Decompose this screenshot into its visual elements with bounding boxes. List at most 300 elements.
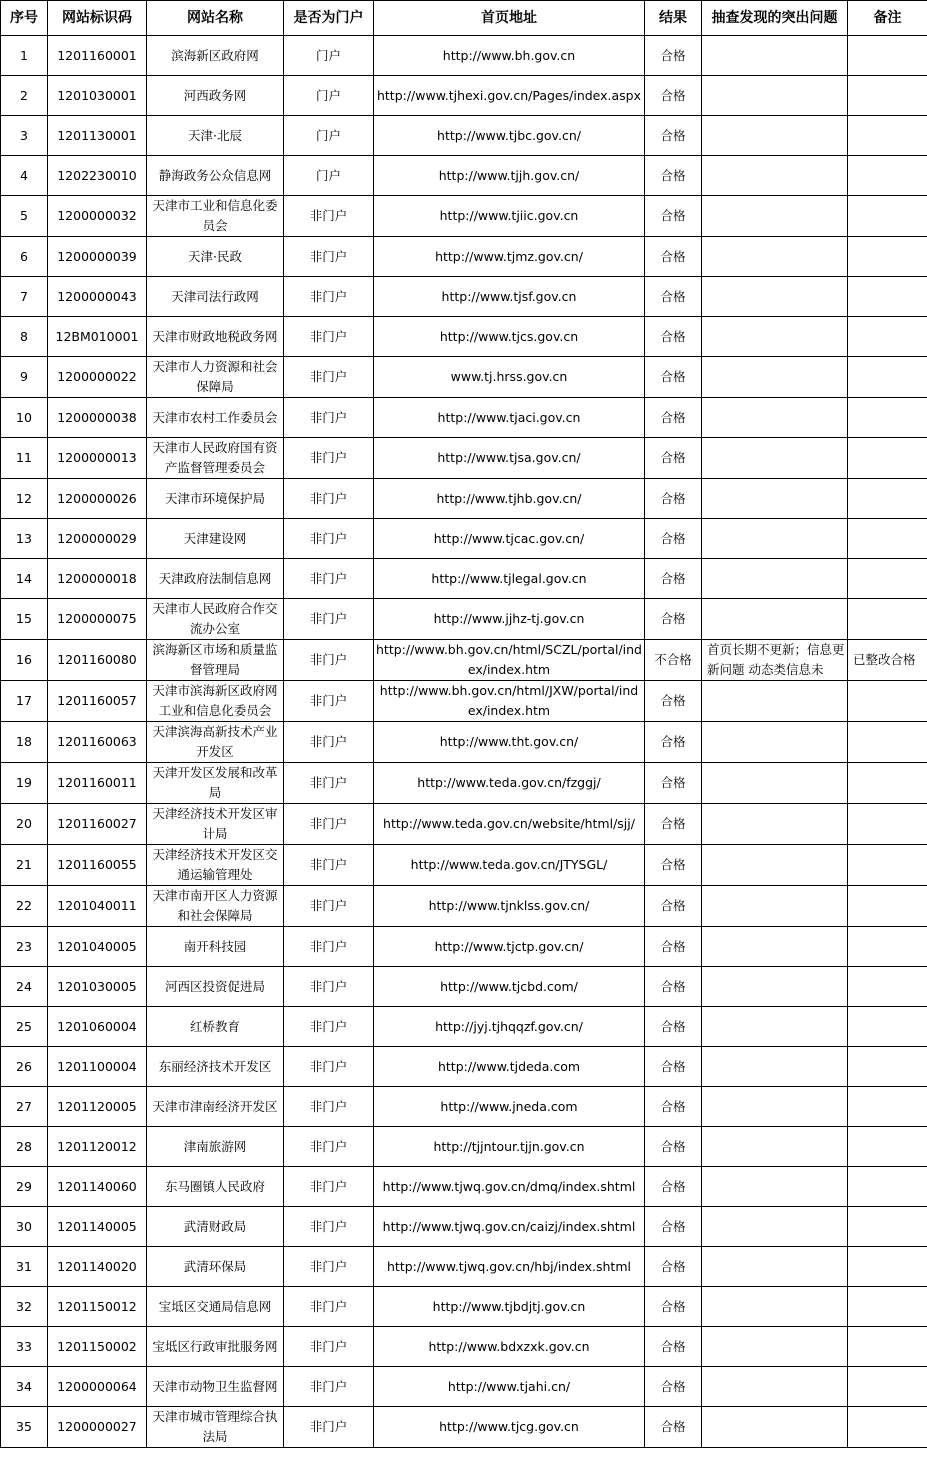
cell-homepage: http://tjjntour.tjjn.gov.cn: [374, 1127, 645, 1167]
cell-issues: [702, 357, 848, 398]
cell-index: 29: [1, 1167, 48, 1207]
cell-result: 合格: [645, 681, 702, 722]
cell-site-name: 东马圈镇人民政府: [147, 1167, 284, 1207]
cell-is-portal: 非门户: [284, 1367, 374, 1407]
cell-index: 17: [1, 681, 48, 722]
cell-remarks: [848, 1287, 927, 1327]
cell-index: 31: [1, 1247, 48, 1287]
cell-issues: [702, 599, 848, 640]
cell-site-name: 滨海新区政府网: [147, 36, 284, 76]
cell-is-portal: 非门户: [284, 1407, 374, 1448]
cell-remarks: [848, 1127, 927, 1167]
cell-index: 18: [1, 722, 48, 763]
cell-remarks: [848, 681, 927, 722]
cell-result: 合格: [645, 116, 702, 156]
cell-homepage: http://www.tjcs.gov.cn: [374, 317, 645, 357]
cell-homepage: www.tj.hrss.gov.cn: [374, 357, 645, 398]
cell-remarks: [848, 1047, 927, 1087]
cell-homepage: http://www.bh.gov.cn/html/SCZL/portal/index/index.htm: [374, 640, 645, 681]
cell-site-id: 1201150002: [48, 1327, 147, 1367]
cell-site-name: 天津市动物卫生监督网: [147, 1367, 284, 1407]
cell-remarks: [848, 317, 927, 357]
table-row: [1, 1367, 927, 1407]
table-row: [1, 559, 927, 599]
cell-index: 2: [1, 76, 48, 116]
table-row: [1, 357, 927, 398]
cell-remarks: [848, 519, 927, 559]
cell-result: 合格: [645, 479, 702, 519]
cell-result: 合格: [645, 722, 702, 763]
cell-site-name: 天津市城市管理综合执法局: [147, 1407, 284, 1448]
cell-index: 21: [1, 845, 48, 886]
cell-site-id: 1201140020: [48, 1247, 147, 1287]
cell-result: 合格: [645, 1087, 702, 1127]
cell-site-name: 天津经济技术开发区交通运输管理处: [147, 845, 284, 886]
cell-issues: 首页长期不更新；信息更新问题 动态类信息未: [702, 640, 848, 681]
cell-result: 合格: [645, 559, 702, 599]
cell-index: 35: [1, 1407, 48, 1448]
cell-site-id: 1200000075: [48, 599, 147, 640]
cell-site-id: 1201030005: [48, 967, 147, 1007]
cell-remarks: [848, 1327, 927, 1367]
cell-site-id: 1200000043: [48, 277, 147, 317]
cell-result: 合格: [645, 1407, 702, 1448]
cell-site-id: 1201160063: [48, 722, 147, 763]
table-row: [1, 277, 927, 317]
cell-result: 合格: [645, 357, 702, 398]
table-row: [1, 156, 927, 196]
cell-site-id: 1200000013: [48, 438, 147, 479]
cell-result: 合格: [645, 36, 702, 76]
cell-issues: [702, 681, 848, 722]
cell-homepage: http://www.tjnklss.gov.cn/: [374, 886, 645, 927]
cell-result: 合格: [645, 599, 702, 640]
cell-remarks: [848, 438, 927, 479]
cell-site-id: 1201140005: [48, 1207, 147, 1247]
cell-index: 7: [1, 277, 48, 317]
cell-index: 33: [1, 1327, 48, 1367]
cell-result: 合格: [645, 519, 702, 559]
cell-homepage: http://www.teda.gov.cn/fzggj/: [374, 763, 645, 804]
header-site-name: 网站名称: [147, 1, 284, 36]
cell-homepage: http://www.tjcbd.com/: [374, 967, 645, 1007]
cell-site-id: 1201160055: [48, 845, 147, 886]
cell-issues: [702, 519, 848, 559]
cell-result: 合格: [645, 845, 702, 886]
cell-is-portal: 非门户: [284, 967, 374, 1007]
table-row: [1, 317, 927, 357]
table-row: [1, 1047, 927, 1087]
cell-homepage: http://www.bh.gov.cn/html/JXW/portal/index/index.htm: [374, 681, 645, 722]
table-row: [1, 927, 927, 967]
cell-site-name: 天津建设网: [147, 519, 284, 559]
cell-index: 26: [1, 1047, 48, 1087]
cell-site-id: 1200000064: [48, 1367, 147, 1407]
cell-issues: [702, 196, 848, 237]
cell-issues: [702, 1127, 848, 1167]
cell-site-id: 1201160057: [48, 681, 147, 722]
table-row: [1, 722, 927, 763]
table-row: [1, 845, 927, 886]
cell-remarks: [848, 599, 927, 640]
cell-issues: [702, 722, 848, 763]
cell-remarks: [848, 116, 927, 156]
cell-index: 30: [1, 1207, 48, 1247]
cell-is-portal: 门户: [284, 76, 374, 116]
cell-issues: [702, 1167, 848, 1207]
cell-remarks: [848, 1087, 927, 1127]
cell-homepage: http://www.tjctp.gov.cn/: [374, 927, 645, 967]
cell-is-portal: 非门户: [284, 1247, 374, 1287]
cell-site-id: 1201120005: [48, 1087, 147, 1127]
table-row: [1, 599, 927, 640]
cell-result: 合格: [645, 398, 702, 438]
cell-site-name: 天津市南开区人力资源和社会保障局: [147, 886, 284, 927]
cell-site-name: 宝坻区行政审批服务网: [147, 1327, 284, 1367]
cell-site-id: 1200000026: [48, 479, 147, 519]
cell-site-name: 静海政务公众信息网: [147, 156, 284, 196]
cell-issues: [702, 1087, 848, 1127]
cell-issues: [702, 1287, 848, 1327]
cell-site-id: 1201150012: [48, 1287, 147, 1327]
cell-site-id: 1201040005: [48, 927, 147, 967]
cell-remarks: [848, 1167, 927, 1207]
cell-remarks: [848, 804, 927, 845]
cell-index: 22: [1, 886, 48, 927]
cell-homepage: http://www.tjcg.gov.cn: [374, 1407, 645, 1448]
header-remarks: 备注: [848, 1, 927, 36]
cell-site-id: 1202230010: [48, 156, 147, 196]
cell-site-id: 12BM010001: [48, 317, 147, 357]
cell-site-name: 天津市环境保护局: [147, 479, 284, 519]
cell-is-portal: 非门户: [284, 1007, 374, 1047]
cell-remarks: [848, 156, 927, 196]
cell-remarks: [848, 398, 927, 438]
cell-site-name: 天津市工业和信息化委员会: [147, 196, 284, 237]
cell-issues: [702, 116, 848, 156]
cell-is-portal: 非门户: [284, 519, 374, 559]
cell-homepage: http://www.tjdeda.com: [374, 1047, 645, 1087]
cell-homepage: http://www.tjcac.gov.cn/: [374, 519, 645, 559]
cell-issues: [702, 156, 848, 196]
table-row: [1, 1087, 927, 1127]
cell-is-portal: 非门户: [284, 237, 374, 277]
cell-is-portal: 非门户: [284, 763, 374, 804]
cell-result: 合格: [645, 317, 702, 357]
cell-homepage: http://www.tjmz.gov.cn/: [374, 237, 645, 277]
cell-index: 5: [1, 196, 48, 237]
cell-index: 23: [1, 927, 48, 967]
header-site-id: 网站标识码: [48, 1, 147, 36]
cell-is-portal: 非门户: [284, 640, 374, 681]
header-row: [1, 1, 927, 36]
cell-issues: [702, 763, 848, 804]
table-row: [1, 804, 927, 845]
table-row: [1, 967, 927, 1007]
cell-index: 9: [1, 357, 48, 398]
cell-is-portal: 非门户: [284, 277, 374, 317]
table-row: [1, 1167, 927, 1207]
cell-result: 合格: [645, 886, 702, 927]
cell-result: 合格: [645, 1127, 702, 1167]
cell-result: 合格: [645, 927, 702, 967]
header-result: 结果: [645, 1, 702, 36]
cell-is-portal: 非门户: [284, 599, 374, 640]
cell-site-id: 1200000039: [48, 237, 147, 277]
table-row: [1, 1207, 927, 1247]
cell-is-portal: 非门户: [284, 196, 374, 237]
cell-site-name: 天津滨海高新技术产业开发区: [147, 722, 284, 763]
cell-issues: [702, 479, 848, 519]
cell-homepage: http://www.tjlegal.gov.cn: [374, 559, 645, 599]
cell-is-portal: 非门户: [284, 317, 374, 357]
cell-issues: [702, 277, 848, 317]
cell-remarks: [848, 845, 927, 886]
cell-issues: [702, 1367, 848, 1407]
cell-issues: [702, 1327, 848, 1367]
cell-result: 合格: [645, 1167, 702, 1207]
cell-site-name: 天津·民政: [147, 237, 284, 277]
cell-is-portal: 非门户: [284, 398, 374, 438]
cell-homepage: http://www.tjjh.gov.cn/: [374, 156, 645, 196]
cell-site-id: 1200000022: [48, 357, 147, 398]
cell-homepage: http://www.tjhb.gov.cn/: [374, 479, 645, 519]
table-row: [1, 1247, 927, 1287]
cell-index: 8: [1, 317, 48, 357]
cell-remarks: [848, 479, 927, 519]
cell-remarks: [848, 357, 927, 398]
cell-issues: [702, 1407, 848, 1448]
cell-issues: [702, 317, 848, 357]
table-row: [1, 1127, 927, 1167]
table-row: [1, 640, 927, 681]
cell-result: 合格: [645, 237, 702, 277]
cell-remarks: [848, 1007, 927, 1047]
cell-index: 20: [1, 804, 48, 845]
cell-result: 合格: [645, 804, 702, 845]
cell-issues: [702, 927, 848, 967]
table-row: [1, 76, 927, 116]
cell-homepage: http://www.tjwq.gov.cn/hbj/index.shtml: [374, 1247, 645, 1287]
cell-index: 32: [1, 1287, 48, 1327]
cell-issues: [702, 804, 848, 845]
cell-site-name: 河西区投资促进局: [147, 967, 284, 1007]
cell-is-portal: 门户: [284, 36, 374, 76]
cell-index: 13: [1, 519, 48, 559]
cell-site-name: 天津市滨海新区政府网工业和信息化委员会: [147, 681, 284, 722]
cell-result: 合格: [645, 277, 702, 317]
cell-site-name: 天津·北辰: [147, 116, 284, 156]
table-row: [1, 1327, 927, 1367]
table-body: [1, 36, 927, 1448]
cell-site-id: 1201040011: [48, 886, 147, 927]
cell-homepage: http://www.tjhexi.gov.cn/Pages/index.aspx: [374, 76, 645, 116]
cell-site-id: 1200000038: [48, 398, 147, 438]
cell-is-portal: 非门户: [284, 559, 374, 599]
table-row: [1, 438, 927, 479]
cell-homepage: http://www.bdxzxk.gov.cn: [374, 1327, 645, 1367]
cell-result: 合格: [645, 763, 702, 804]
cell-remarks: [848, 196, 927, 237]
cell-issues: [702, 1247, 848, 1287]
cell-result: 合格: [645, 1327, 702, 1367]
cell-site-name: 天津市财政地税政务网: [147, 317, 284, 357]
cell-homepage: http://www.tjwq.gov.cn/caizj/index.shtml: [374, 1207, 645, 1247]
cell-index: 3: [1, 116, 48, 156]
cell-site-name: 天津市人力资源和社会保障局: [147, 357, 284, 398]
cell-result: 合格: [645, 438, 702, 479]
cell-homepage: http://jyj.tjhqqzf.gov.cn/: [374, 1007, 645, 1047]
cell-result: 合格: [645, 1247, 702, 1287]
cell-remarks: [848, 237, 927, 277]
cell-index: 27: [1, 1087, 48, 1127]
cell-index: 4: [1, 156, 48, 196]
header-homepage: 首页地址: [374, 1, 645, 36]
cell-remarks: [848, 763, 927, 804]
cell-issues: [702, 559, 848, 599]
cell-homepage: http://www.teda.gov.cn/JTYSGL/: [374, 845, 645, 886]
cell-index: 19: [1, 763, 48, 804]
cell-site-name: 红桥教育: [147, 1007, 284, 1047]
cell-index: 12: [1, 479, 48, 519]
table-row: [1, 886, 927, 927]
cell-issues: [702, 886, 848, 927]
cell-homepage: http://www.tjbdjtj.gov.cn: [374, 1287, 645, 1327]
cell-remarks: [848, 36, 927, 76]
cell-site-name: 宝坻区交通局信息网: [147, 1287, 284, 1327]
cell-remarks: [848, 1367, 927, 1407]
cell-site-id: 1201140060: [48, 1167, 147, 1207]
cell-result: 合格: [645, 1007, 702, 1047]
cell-site-name: 天津开发区发展和改革局: [147, 763, 284, 804]
cell-is-portal: 非门户: [284, 845, 374, 886]
cell-site-name: 天津市津南经济开发区: [147, 1087, 284, 1127]
cell-site-name: 天津政府法制信息网: [147, 559, 284, 599]
cell-index: 25: [1, 1007, 48, 1047]
cell-homepage: http://www.bh.gov.cn: [374, 36, 645, 76]
table-row: [1, 237, 927, 277]
cell-site-id: 1201060004: [48, 1007, 147, 1047]
cell-remarks: [848, 967, 927, 1007]
cell-remarks: 已整改合格: [848, 640, 927, 681]
cell-is-portal: 非门户: [284, 1287, 374, 1327]
table-row: [1, 519, 927, 559]
table-row: [1, 1007, 927, 1047]
table-row: [1, 398, 927, 438]
cell-site-name: 滨海新区市场和质量监督管理局: [147, 640, 284, 681]
cell-site-id: 1201120012: [48, 1127, 147, 1167]
cell-homepage: http://www.tjahi.cn/: [374, 1367, 645, 1407]
cell-site-name: 武清财政局: [147, 1207, 284, 1247]
cell-is-portal: 非门户: [284, 438, 374, 479]
cell-site-id: 1200000032: [48, 196, 147, 237]
cell-issues: [702, 438, 848, 479]
cell-homepage: http://www.tjaci.gov.cn: [374, 398, 645, 438]
cell-is-portal: 非门户: [284, 1207, 374, 1247]
cell-is-portal: 非门户: [284, 927, 374, 967]
cell-issues: [702, 1047, 848, 1087]
cell-remarks: [848, 722, 927, 763]
cell-site-name: 天津市人民政府国有资产监督管理委员会: [147, 438, 284, 479]
cell-is-portal: 非门户: [284, 357, 374, 398]
cell-is-portal: 非门户: [284, 804, 374, 845]
table-row: [1, 196, 927, 237]
cell-is-portal: 门户: [284, 156, 374, 196]
cell-remarks: [848, 1407, 927, 1448]
cell-is-portal: 非门户: [284, 722, 374, 763]
cell-is-portal: 非门户: [284, 1087, 374, 1127]
cell-site-name: 天津市农村工作委员会: [147, 398, 284, 438]
cell-homepage: http://www.tjbc.gov.cn/: [374, 116, 645, 156]
cell-issues: [702, 967, 848, 1007]
cell-is-portal: 非门户: [284, 1127, 374, 1167]
cell-issues: [702, 845, 848, 886]
cell-issues: [702, 1007, 848, 1047]
table-row: [1, 1407, 927, 1448]
cell-remarks: [848, 1207, 927, 1247]
cell-is-portal: 非门户: [284, 479, 374, 519]
cell-index: 24: [1, 967, 48, 1007]
cell-index: 34: [1, 1367, 48, 1407]
header-index: 序号: [1, 1, 48, 36]
table-row: [1, 36, 927, 76]
cell-issues: [702, 237, 848, 277]
cell-homepage: http://www.tjsa.gov.cn/: [374, 438, 645, 479]
cell-index: 16: [1, 640, 48, 681]
cell-is-portal: 非门户: [284, 681, 374, 722]
table-row: [1, 763, 927, 804]
cell-site-name: 津南旅游网: [147, 1127, 284, 1167]
cell-homepage: http://www.tjiic.gov.cn: [374, 196, 645, 237]
cell-homepage: http://www.jneda.com: [374, 1087, 645, 1127]
cell-site-name: 东丽经济技术开发区: [147, 1047, 284, 1087]
cell-result: 合格: [645, 1287, 702, 1327]
cell-index: 10: [1, 398, 48, 438]
cell-homepage: http://www.tht.gov.cn/: [374, 722, 645, 763]
cell-issues: [702, 1207, 848, 1247]
cell-index: 15: [1, 599, 48, 640]
cell-site-id: 1200000029: [48, 519, 147, 559]
cell-result: 合格: [645, 156, 702, 196]
cell-issues: [702, 36, 848, 76]
cell-site-name: 河西政务网: [147, 76, 284, 116]
cell-site-id: 1201130001: [48, 116, 147, 156]
cell-site-name: 天津司法行政网: [147, 277, 284, 317]
cell-remarks: [848, 76, 927, 116]
cell-result: 合格: [645, 196, 702, 237]
cell-site-id: 1201160027: [48, 804, 147, 845]
header-issues: 抽查发现的突出问题: [702, 1, 848, 36]
table-row: [1, 479, 927, 519]
cell-site-id: 1201160080: [48, 640, 147, 681]
cell-remarks: [848, 1247, 927, 1287]
cell-result: 合格: [645, 1047, 702, 1087]
cell-site-id: 1201030001: [48, 76, 147, 116]
cell-remarks: [848, 886, 927, 927]
cell-result: 合格: [645, 1367, 702, 1407]
cell-site-name: 天津经济技术开发区审计局: [147, 804, 284, 845]
cell-result: 合格: [645, 1207, 702, 1247]
cell-site-name: 天津市人民政府合作交流办公室: [147, 599, 284, 640]
cell-remarks: [848, 277, 927, 317]
cell-site-id: 1201100004: [48, 1047, 147, 1087]
cell-site-id: 1201160001: [48, 36, 147, 76]
header-is-portal: 是否为门户: [284, 1, 374, 36]
cell-site-id: 1200000027: [48, 1407, 147, 1448]
cell-index: 1: [1, 36, 48, 76]
cell-is-portal: 非门户: [284, 1167, 374, 1207]
cell-index: 11: [1, 438, 48, 479]
